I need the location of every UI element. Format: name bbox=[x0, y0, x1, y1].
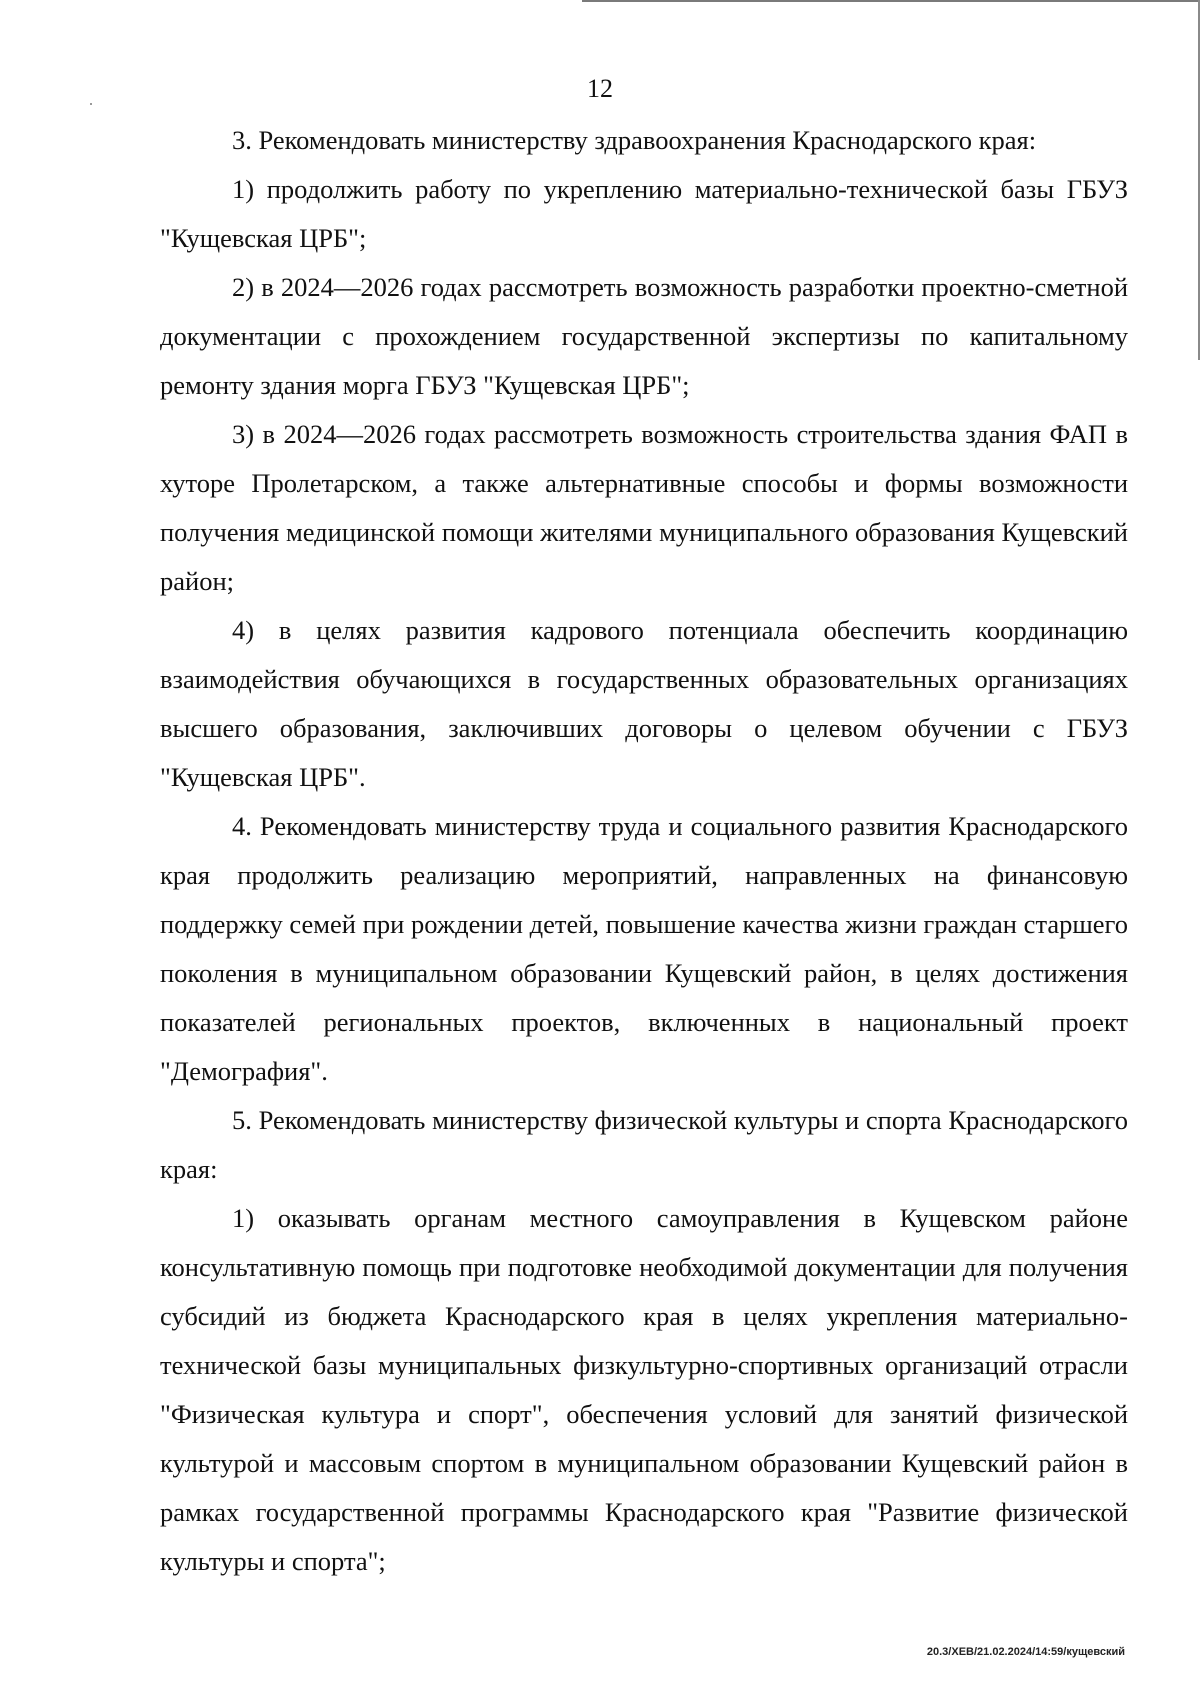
document-body bbox=[160, 116, 1128, 1586]
paragraph: 4. Рекомендовать министерству труда и социального развития Краснодарского края продолжить реализацию мероприятий, направленных на финансовую поддержку семей при рождении детей, повышение качества жизни граждан старшего поколения в муниципальном образовании Кущевский район, в целях достижения показателей региональных проектов, включенных в национальный проект "Демография". bbox=[160, 811, 1128, 1086]
scan-edge-top bbox=[582, 0, 1200, 2]
paragraph: 5. Рекомендовать министерству физической культуры и спорта Краснодарского края: bbox=[160, 1105, 1128, 1184]
paragraph: 1) продолжить работу по укреплению материально-технической базы ГБУЗ "Кущевская ЦРБ"; bbox=[160, 174, 1128, 253]
paragraph: 3. Рекомендовать министерству здравоохранения Краснодарского края: bbox=[232, 125, 1037, 155]
paragraph: 1) оказывать органам местного самоуправления в Кущевском районе консультативную помощь при подготовке необходимой документации для получения субсидий из бюджета Краснодарского края в целях укрепления материально-технической базы муниципальных физкультурно-спортивных организаций отрасли "Физическая культура и спорт", обеспечения условий для занятий физической культурой и массовым спортом в муниципальном образовании Кущевский район в рамках государственной программы Краснодарского края "Развитие физической культуры и спорта"; bbox=[160, 1203, 1128, 1576]
paragraph: 4) в целях развития кадрового потенциала обеспечить координацию взаимодействия обучающихся в государственных образовательных организациях высшего образования, заключивших договоры о целевом обучении с ГБУЗ "Кущевская ЦРБ". bbox=[160, 615, 1128, 792]
page-number: 12 bbox=[587, 74, 613, 103]
paragraph: 3) в 2024—2026 годах рассмотреть возможность строительства здания ФАП в хуторе Пролетарском, а также альтернативные способы и формы возможности получения медицинской помощи жителями муниципального образования Кущевский район; bbox=[160, 419, 1128, 596]
paragraph: 2) в 2024—2026 годах рассмотреть возможность разработки проектно-сметной документации с прохождением государственной экспертизы по капитальному ремонту здания морга ГБУЗ "Кущевская ЦРБ"; bbox=[160, 272, 1128, 400]
document-registration-code: 20.3/ХЕВ/21.02.2024/14:59/кущевский bbox=[926, 1646, 1125, 1658]
